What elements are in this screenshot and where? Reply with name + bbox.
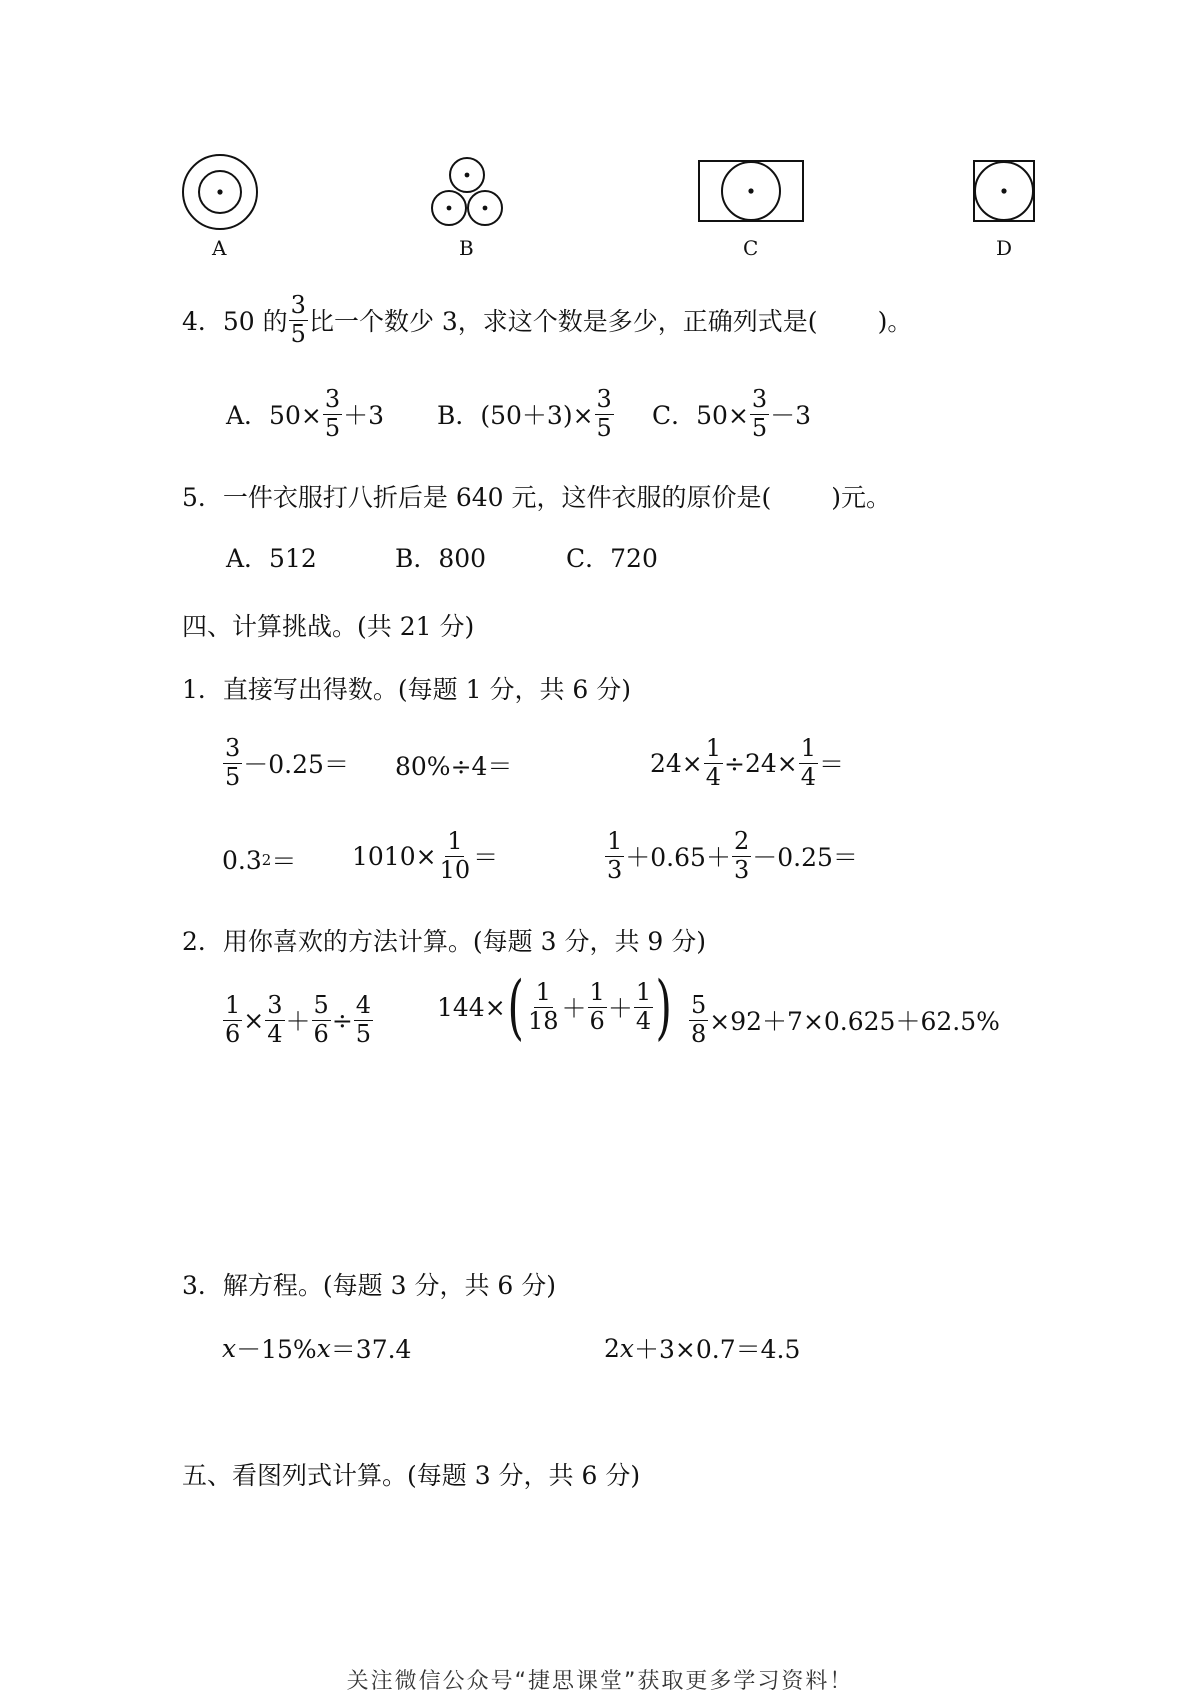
- figure-c: [698, 160, 804, 222]
- figure-d: [973, 160, 1035, 222]
- q1-expr-3: 24× $\frac{1}{4}$ ÷24× $\frac{1}{4}$ ＝: [650, 734, 845, 791]
- figure-b-label: B: [459, 236, 474, 260]
- q1-expr-2: 80%÷4＝: [395, 752, 513, 781]
- section4-q3-title: 3．解方程。(每题 3 分，共 6 分): [182, 1271, 557, 1300]
- q1-expr-1: $\frac{3}{5}$ －0.25＝: [225, 734, 349, 791]
- q4-option-a[interactable]: A．50× $\frac{3}{5}$ ＋3: [226, 385, 385, 442]
- q1-expr-4: 0.3 2 ＝: [222, 845, 297, 876]
- figure-b: [425, 155, 509, 231]
- q2-problem-2: 144× ( $\frac{1}{18}$ ＋ $\frac{1}{6}$ ＋ $\frac{1}{4}$ ): [437, 966, 672, 1048]
- q5-text-end: )元。: [831, 483, 892, 512]
- section4-title: 四、计算挑战。(共 21 分): [182, 612, 475, 641]
- section4-q2-title: 2．用你喜欢的方法计算。(每题 3 分，共 9 分): [182, 927, 707, 956]
- q1-expr-5: 1010× $\frac{1}{10}$ ＝: [352, 827, 499, 884]
- figure-d-label: D: [996, 236, 1013, 260]
- q4-fraction: $\frac{3}{5}$: [290, 291, 306, 348]
- q4-text-before: 50 的: [222, 307, 288, 337]
- section5-title: 五、看图列式计算。(每题 3 分，共 6 分): [182, 1461, 641, 1490]
- q5-option-a[interactable]: A．512: [226, 544, 317, 573]
- section4-q1-title: 1．直接写出得数。(每题 1 分，共 6 分): [182, 675, 632, 704]
- q4-option-c[interactable]: C．50× $\frac{3}{5}$ －3: [652, 385, 812, 442]
- q3-equation-1: x －15% x ＝37.4: [222, 1333, 412, 1364]
- q5-option-c[interactable]: C．720: [566, 544, 658, 573]
- q4-number: 4．: [182, 307, 223, 337]
- q5-option-b[interactable]: B．800: [395, 544, 487, 573]
- q5-text: 一件衣服打八折后是 640 元，这件衣服的原价是(: [222, 483, 772, 512]
- footer-note: 关注微信公众号“捷思课堂”获取更多学习资料！: [346, 1669, 854, 1694]
- q5-stem: [182, 478, 891, 514]
- q3-equation-2: 2 x ＋3×0.7＝4.5: [604, 1333, 801, 1364]
- q5-number: 5．: [182, 483, 223, 512]
- q4-text-end: )。: [877, 307, 913, 337]
- q2-problem-3: $\frac{5}{8}$ ×92＋7×0.625＋62.5%: [691, 991, 1000, 1048]
- q1-expr-6: $\frac{1}{3}$ ＋0.65＋ $\frac{2}{3}$ －0.25＝: [607, 827, 858, 884]
- figure-a-label: A: [212, 236, 227, 260]
- figure-c-label: C: [743, 236, 759, 260]
- figure-a: [178, 150, 262, 234]
- q4-option-b[interactable]: B．(50＋3)× $\frac{3}{5}$: [437, 385, 612, 442]
- q2-problem-1: $\frac{1}{6}$ × $\frac{3}{4}$ ＋ $\frac{5}{6}$ ÷ $\frac{4}{5}$: [225, 991, 372, 1048]
- q4-text-after: 比一个数少 3，求这个数是多少，正确列式是(: [308, 307, 818, 337]
- q4-stem: [182, 292, 912, 348]
